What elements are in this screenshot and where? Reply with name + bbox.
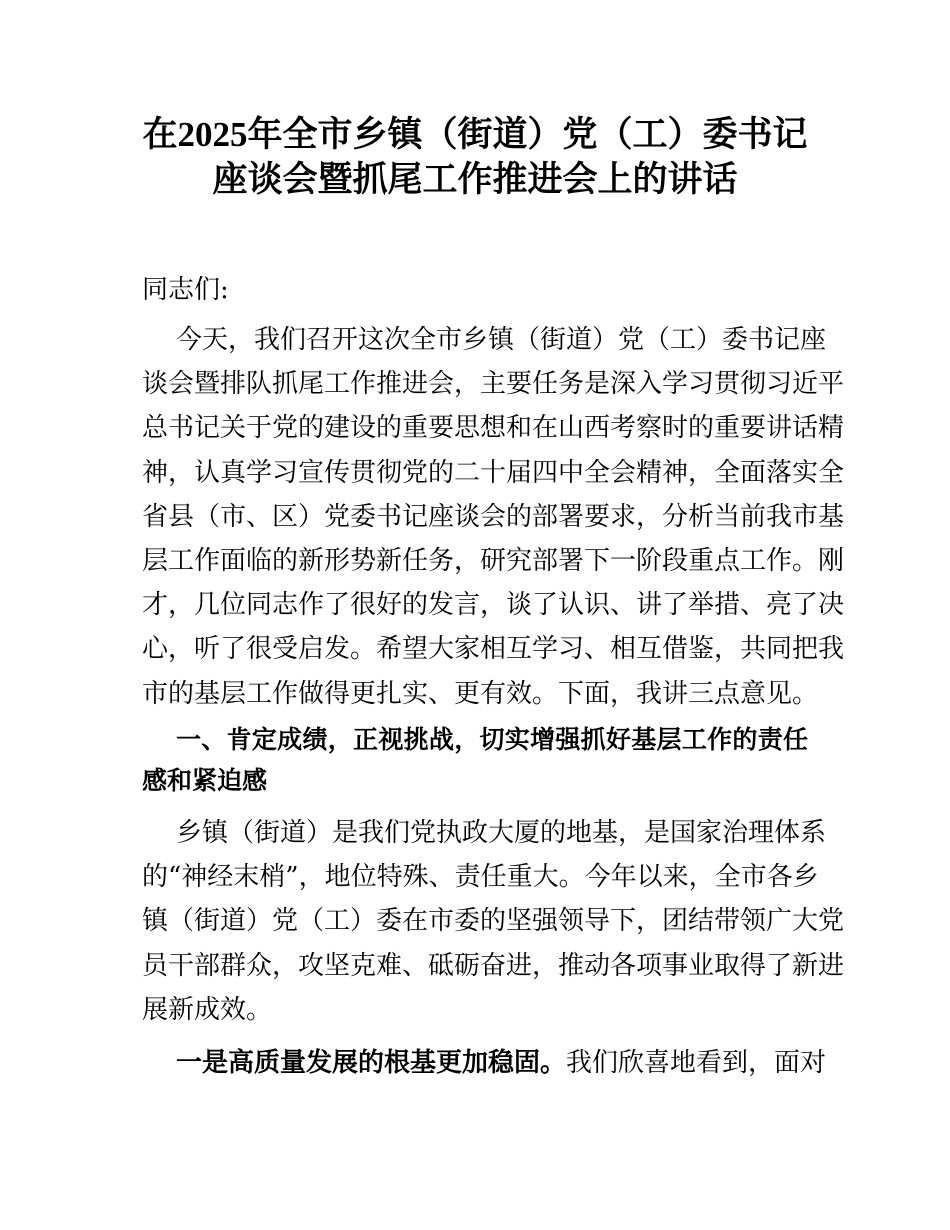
text-line	[142, 1041, 827, 1085]
text-line: 市的基层工作做得更扎实、更有效。下面，我讲三点意见。	[142, 678, 819, 709]
text-line: 神，认真学习宣传贯彻党的二十届四中全会精神，全面落实全	[142, 457, 845, 488]
text-line: 乡镇（街道）是我们党执政大厦的地基，是国家治理体系	[176, 818, 827, 848]
document-title	[120, 112, 830, 202]
paragraph-intro	[142, 318, 845, 716]
text-line: 总书记关于党的建设的重要思想和在山西考察时的重要讲话精	[142, 413, 845, 444]
bold-lead: 一是高质量发展的根基更加稳固。	[176, 1048, 567, 1078]
text-line: 员干部群众，攻坚克难、砥砺奋进，推动各项事业取得了新进	[142, 950, 845, 981]
heading-line: 一、肯定成绩，正视挑战，切实增强抓好基层工作的责任	[176, 725, 808, 754]
text-line: 镇（街道）党（工）委在市委的坚强领导下，团结带领广大党	[142, 906, 845, 937]
text-line: 心，听了很受启发。希望大家相互学习、相互借鉴，共同把我	[142, 634, 845, 665]
text-line: 谈会暨排队抓尾工作推进会，主要任务是深入学习贯彻习近平	[142, 369, 845, 400]
paragraph-section1	[142, 811, 845, 1032]
salutation-text: 同志们:	[142, 275, 229, 305]
text-line: 今天，我们召开这次全市乡镇（街道）党（工）委书记座	[176, 325, 827, 355]
text-line: 才，几位同志作了很好的发言，谈了认识、讲了举措、亮了决	[142, 590, 845, 621]
heading-line: 感和紧迫感	[142, 766, 268, 796]
text-line: 层工作面临的新形势新任务，研究部署下一阶段重点工作。刚	[142, 545, 845, 576]
paragraph-text: 我们欣喜地看到，面对	[566, 1048, 827, 1078]
text-line: 省县（市、区）党委书记座谈会的部署要求，分析当前我市基	[142, 501, 845, 532]
paragraph-point-1	[142, 1041, 827, 1085]
section-heading-1	[142, 718, 808, 803]
title-line-2: 座谈会暨抓尾工作推进会上的讲话	[212, 160, 738, 199]
title-line-1: 在2025年全市乡镇（街道）党（工）委书记	[142, 115, 808, 154]
salutation	[142, 268, 808, 312]
text-line: 展新成效。	[142, 994, 273, 1025]
text-line: 的“神经末梢”，地位特殊、责任重大。今年以来，全市各乡	[142, 862, 819, 893]
